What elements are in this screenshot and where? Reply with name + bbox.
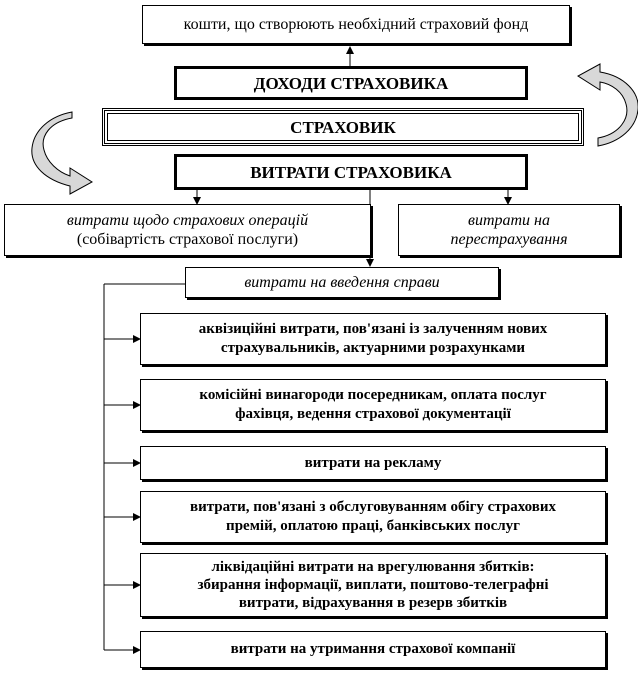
cycle-arrow-left-icon (32, 112, 92, 194)
business-box (185, 267, 499, 298)
business-item-line: збирання інформації, виплати, поштово-телеграфні (197, 577, 549, 593)
business-item-line: витрати, відрахування в резерв збитків (238, 595, 508, 611)
business-item-company-maintenance (140, 631, 606, 668)
business-item-line: ліквідаційні витрати на врегулювання збитків: (211, 559, 535, 575)
expenses-label: ВИТРАТИ СТРАХОВИКА (250, 162, 452, 182)
business-item-acquisition (140, 313, 606, 365)
business-label: витрати на введення справи (244, 274, 440, 291)
cycle-arrow-right-icon (578, 64, 638, 146)
business-item-advertising (140, 446, 606, 480)
insurer-label: СТРАХОВИК (290, 117, 396, 137)
insurance-operations-line2: (собівартість страхової послуги) (76, 231, 299, 248)
insurance-operations-box (4, 204, 371, 256)
reinsurance-line1: витрати на (468, 212, 550, 229)
insurer-box (104, 110, 582, 144)
reinsurance-line2: перестрахування (450, 231, 568, 248)
business-item-commission (140, 379, 606, 431)
business-item-line: фахівця, ведення страхової документації (235, 406, 511, 422)
business-item-line: страхувальників, актуарними розрахунками (220, 340, 526, 356)
business-item-line: комісійні винагороди посередникам, оплата послуг (199, 387, 547, 403)
reinsurance-box (398, 204, 620, 256)
business-item-line: премій, оплатою праці, банківських послуг (226, 518, 520, 534)
fund-label: кошти, що створюють необхідний страховий фонд (183, 16, 529, 33)
business-item-line: витрати на рекламу (304, 454, 442, 471)
expenses-box (174, 154, 528, 190)
business-item-premium-service (140, 491, 606, 543)
business-item-line: аквізиційні витрати, пов'язані із залученням нових (198, 321, 548, 337)
insurance-operations-line1: витрати щодо страхових операцій (66, 212, 309, 229)
fund-box (142, 5, 570, 44)
business-item-line: витрати на утримання страхової компанії (230, 641, 516, 657)
business-item-line: витрати, пов'язані з обслуговуванням обігу страхових (189, 499, 557, 515)
income-box (174, 66, 528, 100)
income-label: ДОХОДИ СТРАХОВИКА (253, 73, 449, 93)
business-item-liquidation (140, 553, 606, 617)
